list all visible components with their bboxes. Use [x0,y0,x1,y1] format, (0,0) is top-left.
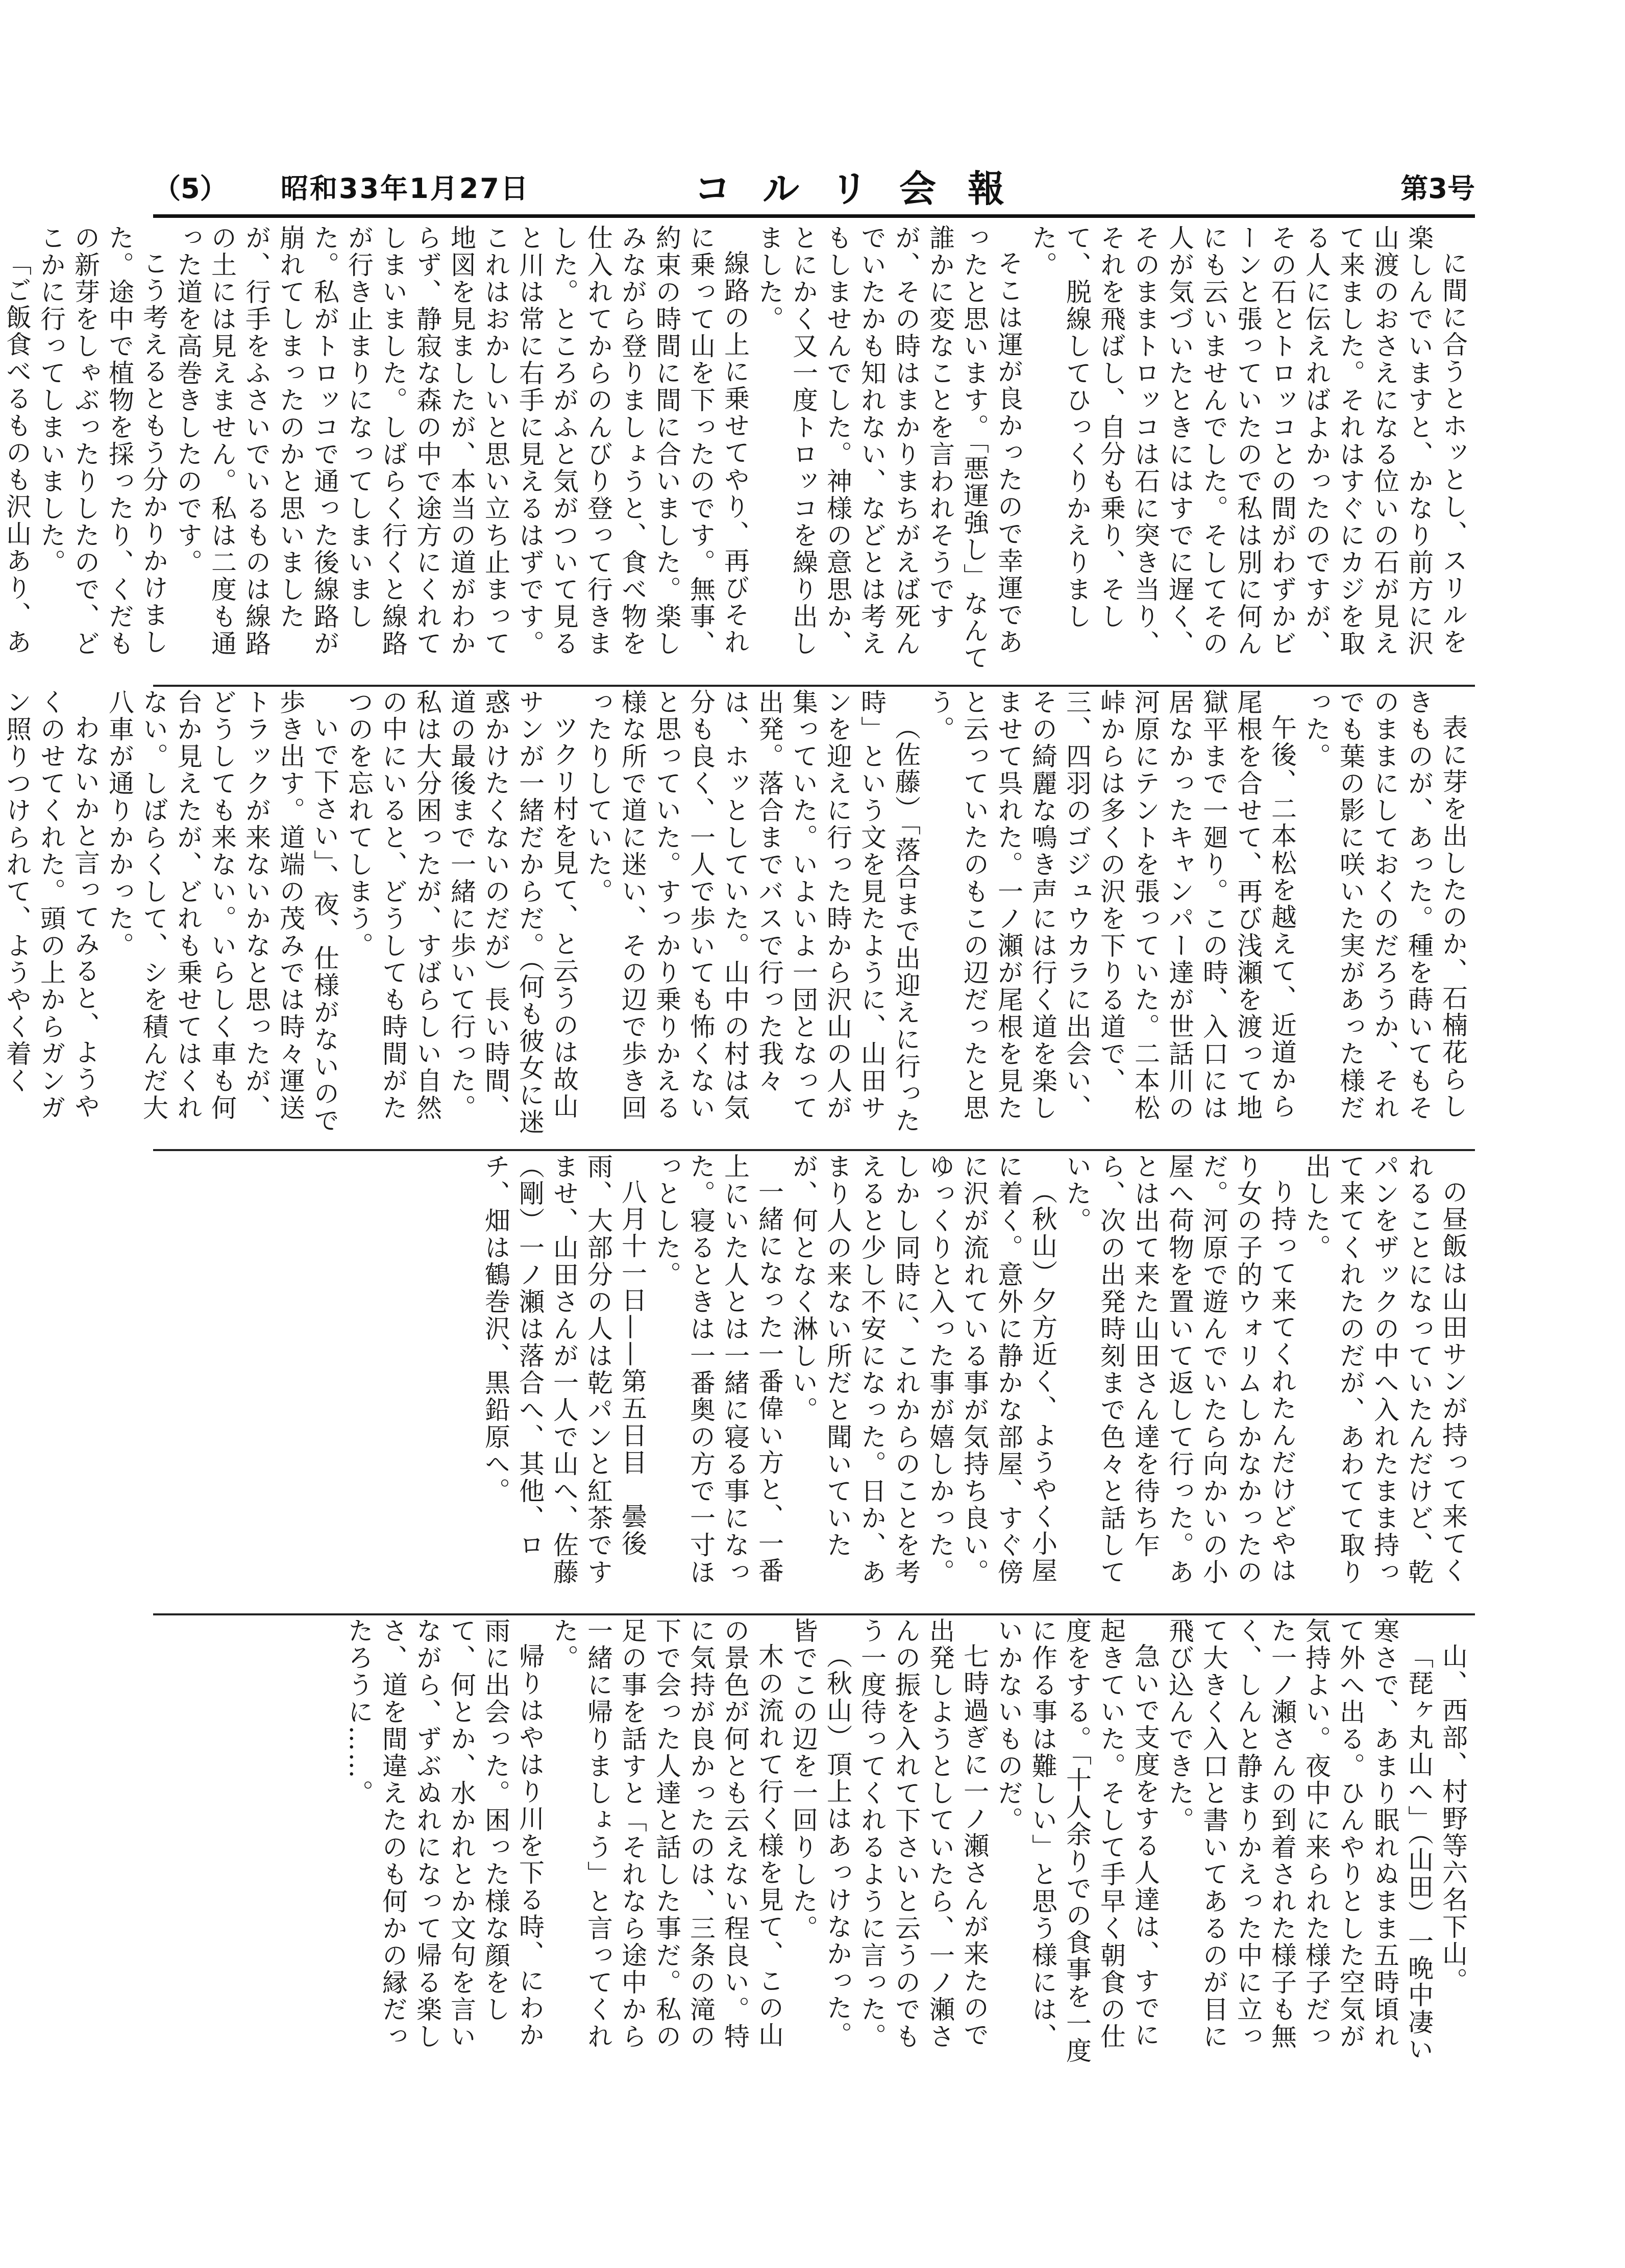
paragraph: そこは運が良かったので幸運であったと思います。「悪運強し」なんて誰かに変なことを言われそうですが、その時はまかりまちがえば死んでいたかも知れない、などとは考えもしませんでした。神様の意思か、とにかく又一度トロッコを繰り出しました。 [754,225,1023,671]
paragraph: 七時過ぎに一ノ瀬さんが来たので出発しようとしていたら、一ノ瀬さんの振を入れて下さいと云うのでもう一度待ってくれるように言った。 [857,1617,989,2050]
paragraph: 一緒になった一番偉い方と、一番上にいた人とは一緒に寝る事になった。寝るときは一番奥の方で一寸ほっとした。 [652,1153,784,1586]
paragraph: 午後、二本松を越えて、近道から尾根を合せて、再び浅瀬を渡って地獄平まで一廻り。この時、入口には居なかったキャンパー達が世話川の河原にテントを張っていた。二本松峠からは多くの沢を下りる道で、三、四羽のゴジュウカラに出会い、その綺麗な鳴き声には行く道を楽しませて呉れた。一ノ瀬が尾根を見たと云っていたのもこの辺だったと思う。 [925,689,1297,1121]
paragraph: ツクリ村を見て、と云うのは故山サンが一緒だからだ。（何も彼女に迷惑かけたくないのだが）長い時間、道の最後まで一緒に歩いて行った。私は大分困ったが、すばらしい自然の中にいると、どうしても時間がたつのを忘れてしまう。 [344,689,579,1136]
tier-divider [153,685,1475,687]
paragraph: 表に芽を出したのか、石楠花らしきものが、あった。種を蒔いてもそのままにしておくのだろうか、それでも葉の影に咲いた実があった様だった。 [1301,689,1468,1121]
tier-1 [2,225,1475,679]
paragraph: こう考えるともう分かりかけました。途中で植物を採ったり、くだもの新芽をしゃぶったりしたので、どこかに行ってしまいました。 [36,225,168,657]
page-header [153,166,1475,212]
paragraph: り持って来てくれたんだけどやはり女の子的ウォリムしかなかったのだ。河原で遊んでいたら向かいの小屋へ荷物を置いて返して行った。あとは出て来た山田さん達を待ち乍ら、次の出発時刻まで色々と話していた。 [1062,1153,1297,1586]
paragraph: いで下さい」、夜、仕様がないので歩き出す。道端の茂みでは時々運送トラックが来ないかなと思ったが、どうしても来ない。いらしく車も何台か見えたが、どれも乗せてはくれない。しばらくして、シを積んだ大八車が通りかかった。 [105,689,339,1134]
paragraph: わないかと言ってみると、ようやくのせてくれた。頭の上からガンガン照りつけられて、ようやく着く [2,689,100,1121]
tier-divider [153,1149,1475,1151]
tier-3 [153,1153,1475,1607]
issue-date: 昭和33年1月27日 [281,172,530,205]
paragraph: の昼飯は山田サンが持って来てくれることになっていたんだけど、乾パンをザックの中へ入れたまま持って来てくれたのだが、あわてて取り出した。 [1301,1153,1468,1586]
header-rule [153,214,1475,218]
issue-number: 第3号 [1400,172,1475,205]
tier-4 [153,1617,1475,2072]
tier-divider [153,1613,1475,1615]
paragraph: 山、西部、村野等六名下山。 [1438,1643,1468,1995]
page-number: （5） [153,172,228,205]
paragraph: 急いで支度をする人達は、すでに起きていた。そして手早く朝食の仕度をする。「十人余りでの食事を一度に作る事は難しい」と思う様には、いかないものだ。 [994,1617,1160,2064]
paragraph: （秋山）夕方近く、ようやく小屋に着く。意外に静かな部屋、すぐ傍に沢が流れている事が気持ち良い。ゆっくりと入った事が嬉しかった。しかし同時に、これからのことを考えると少し不安になった。日か、あまり人の来ない所だと聞いていたが、何となく淋しい。 [789,1153,1057,1586]
paragraph: 木の流れて行く様を見て、この山の景色が何とも云えない程良い。特に気持が良かったのは、三条の滝の下で会った人達と話した事だ。私の足の事を話すと「それなら途中から一緒に帰りましょう」と言ってくれた。 [549,1617,784,2050]
paragraph: 「琵ヶ丸山へ」（山田）一晩中凄い寒さで、あまり眠れぬまま五時頃れて外へ出る。ひんやりとした空気が気持よい。夜中に来られた様子だった一ノ瀬さんの到着された様子も無く、しんと静まりかえった中に立って大きく入口と書いてあるのが目に飛び込んできた。 [1165,1617,1434,2063]
paragraph: 「ご飯食べるものも沢山あり、あ [2,250,32,656]
paragraph: 線路の上に乗せてやり、再びそれに乗って山を下ったのです。無事、約束の時間に間に合いました。楽しみながら登りましょうと、食べ物を仕入れてからのんびり登って行きました。ところがふと気がついて見ると川は常に右手に見えるはずです。これはおかしいと思い立ち止まって地図を見ましたが、本当の道がわからず、静寂な森の中で途方にくれてしまいました。しばらく行くと線路が行き止まりになってしまいました。私がトロッコで通った後線路が崩れてしまったのかと思いましたが、行手をふさいでいるものは線路の土には見えません。私は二度も通った道を高巻きしたのです。 [173,225,750,657]
tier-2 [2,689,1475,1143]
paragraph: 帰りはやはり川を下る時、にわか雨に出会った。困った様な顔をして、何とか、水かれとか文句を言いながら、ずぶぬれになって帰る楽しさ、道を間違えたのも何かの縁だったろうに……。 [344,1617,545,2050]
paragraph: 八月十一日——第五日目 曇後雨、大部分の人は乾パンと紅茶ですませ、山田さんが一人で山へ、佐藤（剛）一ノ瀬は落合へ、其他、ロチ、畑は鶴巻沢、黒鉛原へ。 [481,1153,647,1586]
paragraph: に間に合うとホッとし、スリルを楽しんでいますと、かなり前方に沢山渡のおさえになる位いの石が見えて来ました。それはすぐにカジを取る人に伝えればよかったのですが、その石とトロッコとの間がわずかビーンと張っていたので私は別に何んにも云いませんでした。そしてその人が気づいたときにはすでに遅く、そのままトロッコは石に突き当り、それを飛ばし、自分も乗り、そして、脱線してひっくりかえりました。 [1028,225,1468,657]
paragraph: （佐藤）「落合まで出迎えに行った時」という文を見たように、山田サンを迎えに行った時から沢山の人が集っていた。いよいよ一団となって出発。落合までバスで行った我々は、ホッとしていた。山中の村は気分も良く、一人で歩いても怖くないと思っていた。すっかり乗りかえる様な所で道に迷い、その辺で歩き回ったりしていた。 [583,689,921,1134]
newsletter-title: コルリ会報 [694,167,1037,210]
paragraph: （秋山）頂上はあっけなかった。皆でこの辺を一回りした。 [789,1617,852,2049]
